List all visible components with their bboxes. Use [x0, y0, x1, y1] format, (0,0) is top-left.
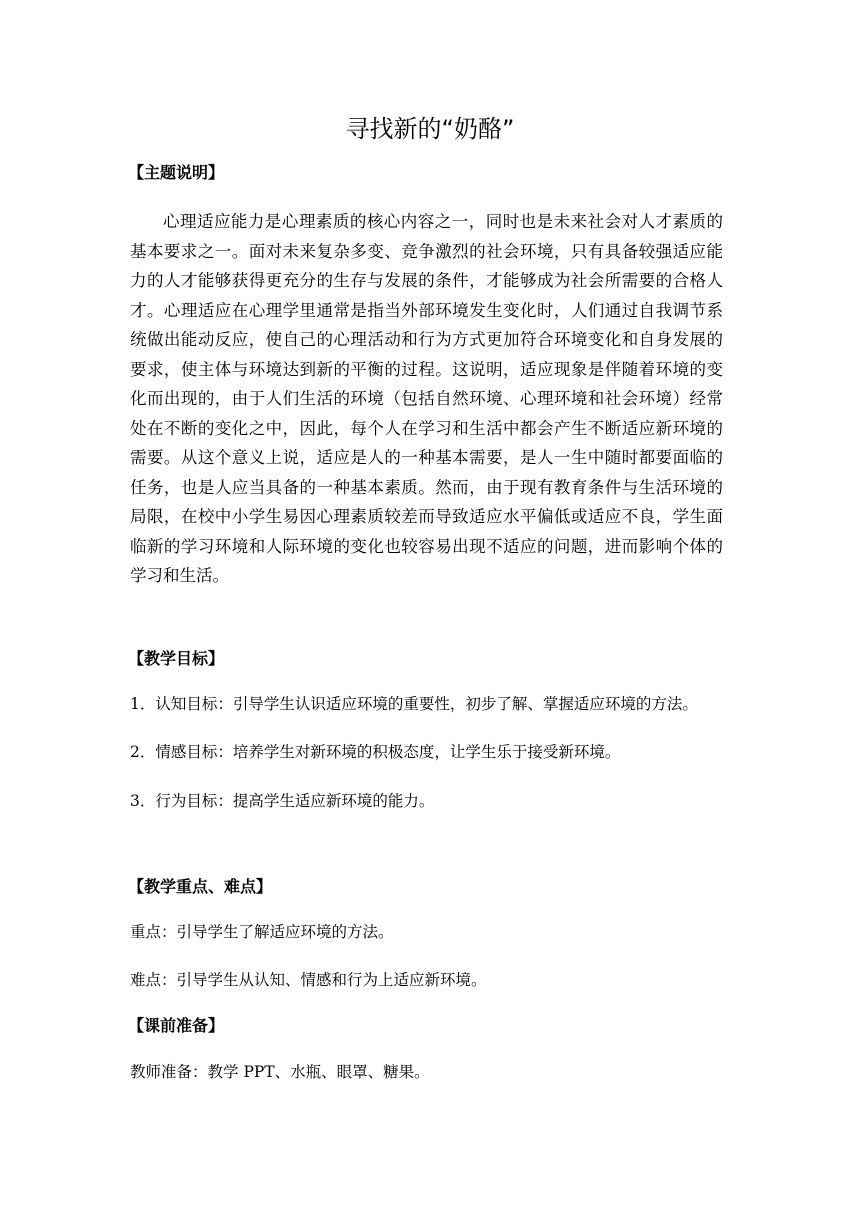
preparation-line [130, 1060, 430, 1084]
document-title: 寻找新的“奶酪” [345, 115, 515, 143]
preparation-items: 、水瓶、眼罩、糖果。 [274, 1063, 430, 1081]
goal-text: 行为目标：提高学生适应新环境的能力。 [155, 792, 435, 810]
goal-item-emotional [130, 740, 620, 764]
key-points-heading: 【教学重点、难点】 [128, 877, 273, 896]
goal-number: 2． [130, 743, 156, 761]
goals-heading: 【教学目标】 [128, 649, 225, 668]
goal-number: 1． [130, 695, 156, 713]
focus-line: 重点：引导学生了解适应环境的方法。 [130, 923, 394, 941]
goal-text: 认知目标：引导学生认识适应环境的重要性，初步了解、掌握适应环境的方法。 [155, 695, 698, 713]
goal-text: 情感目标：培养学生对新环境的积极态度，让学生乐于接受新环境。 [155, 743, 621, 761]
preparation-heading: 【课前准备】 [128, 1016, 225, 1035]
preparation-prefix: 教师准备：教学 [130, 1063, 239, 1081]
difficulty-line: 难点：引导学生从认知、情感和行为上适应新环境。 [130, 971, 487, 989]
goal-number: 3． [130, 792, 156, 810]
goal-item-behavioral [130, 789, 434, 813]
theme-paragraph: 心理适应能力是心理素质的核心内容之一，同时也是未来社会对人才素质的基本要求之一。面对未来复杂多变、竞争激烈的社会环境，只有具备较强适应能力的人才能够获得更充分的生存与发展的条件，才能够成为社会所需要的合格人才。心理适应在心理学里通常是指当外部环境发生变化时，人们通过自我调节系统做出能动反应，使自己的心理活动和行为方式更加符合环境变化和自身发展的要求，使主体与环境达到新的平衡的过程。这说明，适应现象是伴随着环境的变化而出现的，由于人们生活的环境（包括自然环境、心理环境和社会环境）经常处在不断的变化之中，因此，每个人在学习和生活中都会产生不断适应新环境的需要。从这个意义上说，适应是人的一种基本需要，是人一生中随时都要面临的任务，也是人应当具备的一种基本素质。然而，由于现有教育条件与生活环境的局限，在校中小学生易因心理素质较差而导致适应水平偏低或适应不良，学生面临新的学习环境和人际环境的变化也较容易出现不适应的问题，进而影响个体的学习和生活。 [130, 212, 723, 585]
ppt-label: PPT [238, 1063, 275, 1081]
theme-heading: 【主题说明】 [128, 163, 225, 182]
goal-item-cognitive [130, 692, 698, 716]
